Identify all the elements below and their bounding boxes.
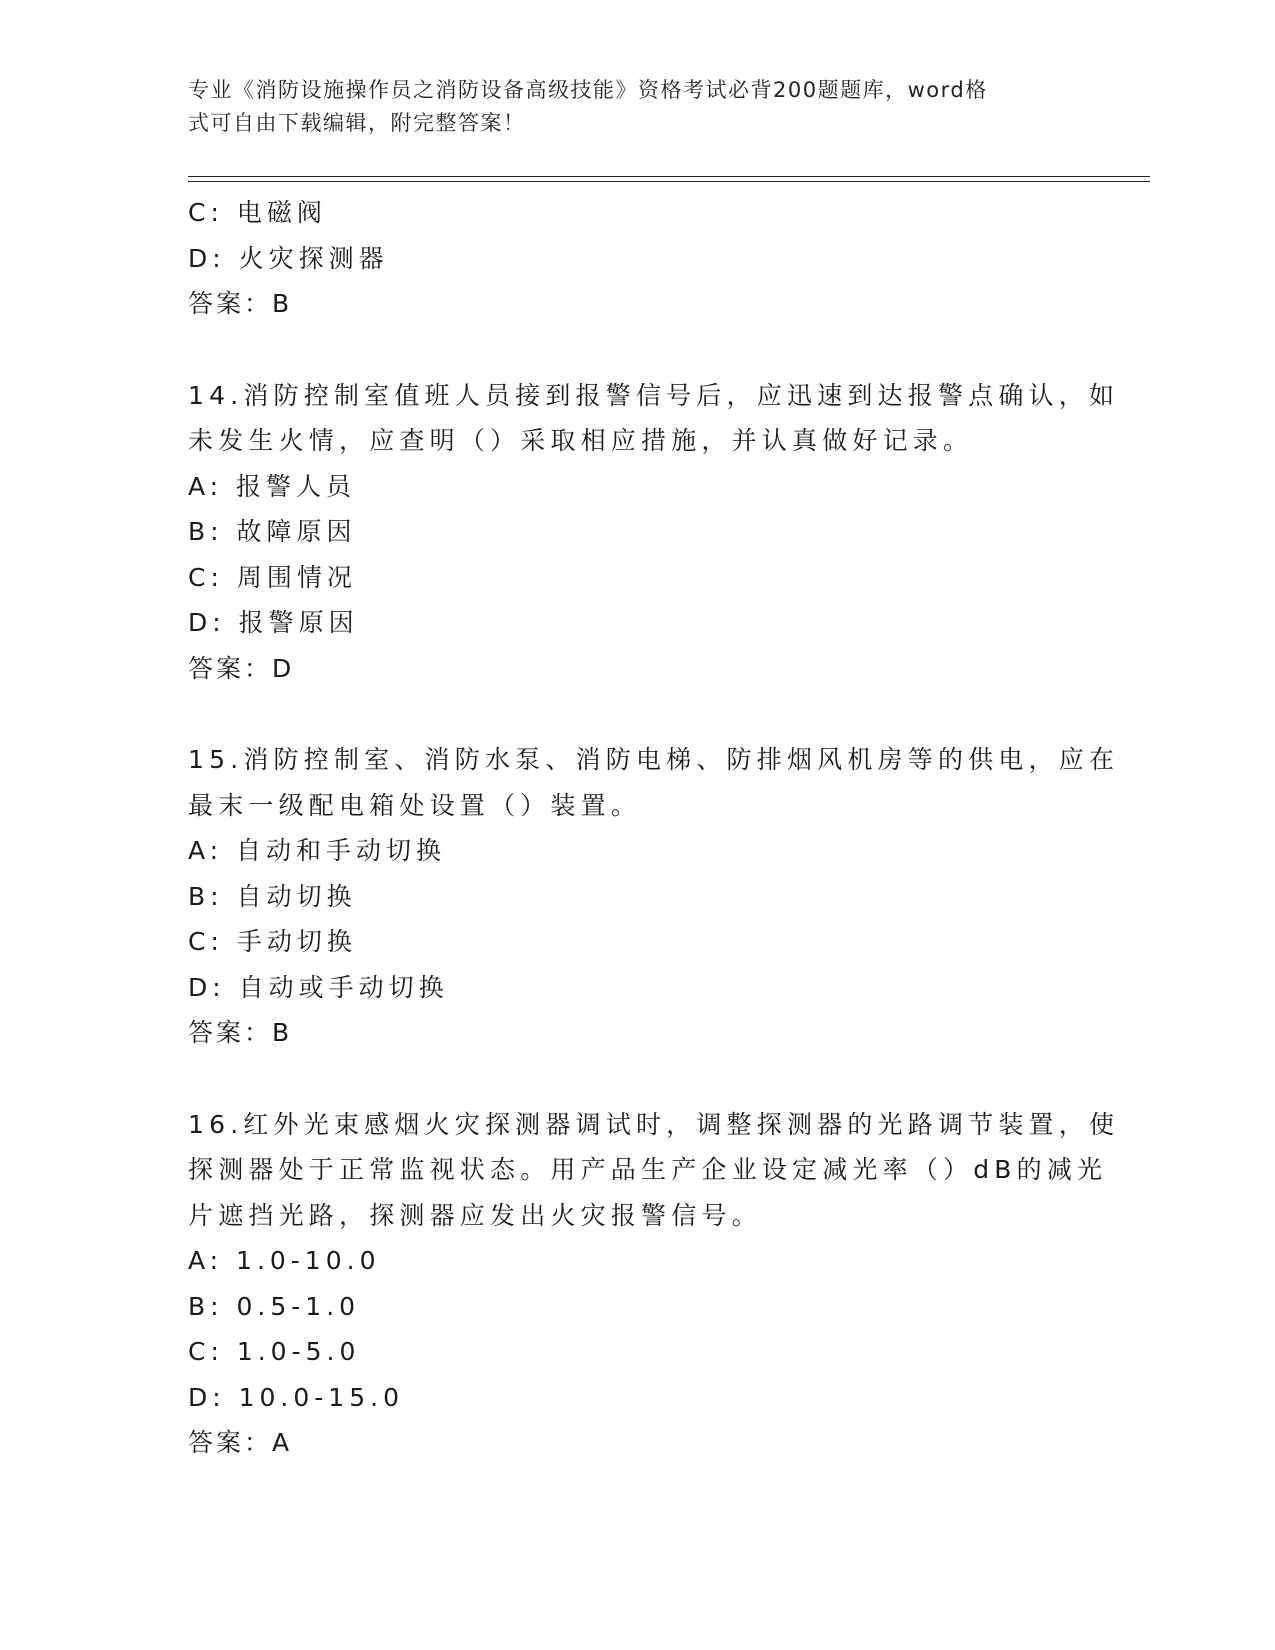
stem-line: 16.红外光束感烟火灾探测器调试时，调整探测器的光路调节装置，使 [188,1109,1120,1139]
option-a: A: 报警人员 [188,471,357,501]
option-d: D: 10.0-15.0 [188,1382,404,1412]
option-b: B: 0.5-1.0 [188,1291,361,1321]
option-d: D: 火灾探测器 [188,243,389,273]
question-15 [188,737,1120,1056]
spacer [188,691,1088,737]
stem-line: 未发生火情，应查明（）采取相应措施，并认真做好记录。 [188,426,974,455]
stem-line: 最末一级配电箱处设置（）装置。 [188,790,642,820]
option-c: C: 1.0-5.0 [188,1337,361,1366]
answer-line: 答案：A [188,1428,293,1457]
header-line-1: 专业《消防设施操作员之消防设备高级技能》资格考试必背200题题库，word格 [188,78,988,102]
question-content [188,190,1120,1466]
stem-line: 14.消防控制室值班人员接到报警信号后，应迅速到达报警点确认，如 [188,380,1120,410]
document-header [188,74,1068,140]
answer-line: 答案：B [188,289,293,318]
option-c: C: 电磁阀 [188,198,327,227]
question-stem [188,737,1120,828]
option-b: B: 自动切换 [188,881,357,911]
stem-line: 15.消防控制室、消防水泵、消防电梯、防排烟风机房等的供电，应在 [188,745,1120,774]
question-stem [188,373,1120,464]
spacer [188,1056,1088,1102]
question-14 [188,373,1120,692]
question-16 [188,1102,1120,1466]
option-a: A: 1.0-10.0 [188,1246,381,1275]
answer-line: 答案：D [188,653,295,683]
question-13-continuation [188,190,1088,327]
stem-line: 探测器处于正常监视状态。用产品生产企业设定减光率（）dB的减光 [188,1155,1108,1184]
header-divider-bottom [188,181,1150,182]
question-stem [188,1102,1120,1239]
option-a: A: 自动和手动切换 [188,836,447,865]
option-c: C: 周围情况 [188,562,357,592]
stem-line: 片遮挡光路，探测器应发出火灾报警信号。 [188,1200,762,1230]
answer-line: 答案：B [188,1018,293,1047]
option-d: D: 报警原因 [188,608,359,637]
header-divider-top [188,176,1150,177]
spacer [188,327,1088,373]
option-b: B: 故障原因 [188,517,357,546]
option-c: C: 手动切换 [188,927,357,956]
option-d: D: 自动或手动切换 [188,972,449,1002]
header-line-2: 式可自由下载编辑，附完整答案！ [188,111,526,135]
